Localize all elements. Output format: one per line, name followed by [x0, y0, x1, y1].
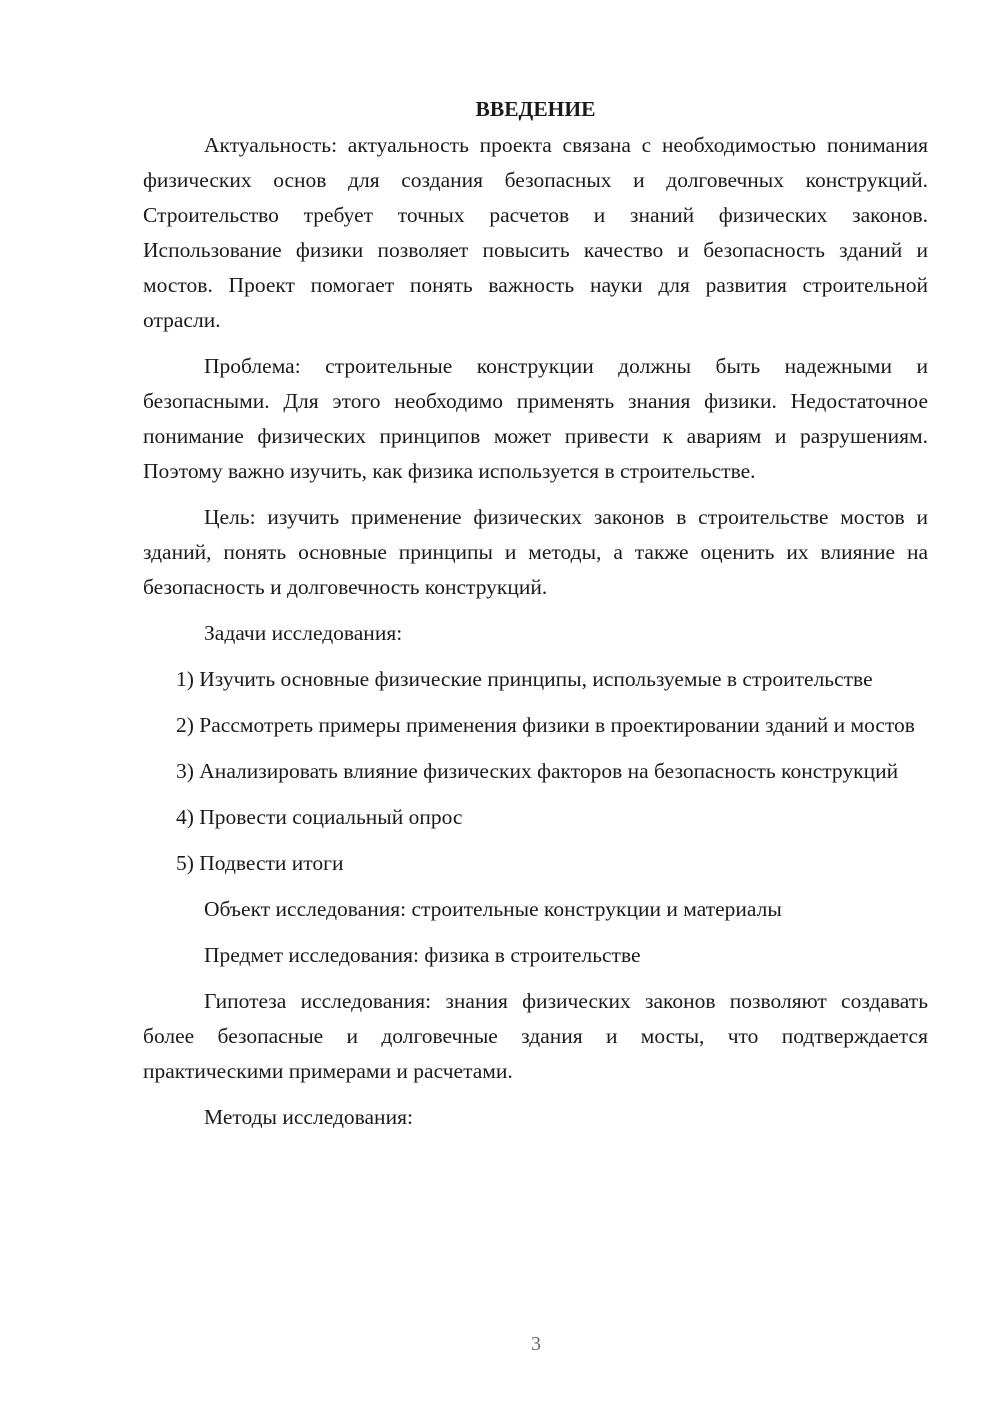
paragraph-goal: Цель: изучить применение физических законов в строительстве мостов и зданий, понять основные принципы и методы, а также оценить их влияние на безопасность и долговечность конструкций. — [143, 505, 928, 599]
paragraph-subject: Предмет исследования: физика в строительстве — [204, 943, 641, 967]
task-item-4: 4) Провести социальный опрос — [176, 805, 463, 829]
page-number: 3 — [531, 1333, 541, 1355]
paragraph-problem: Проблема: строительные конструкции должны быть надежными и безопасными. Для этого необходимо применять знания физики. Недостаточное понимание физических принципов может привести к авариям и разрушениям. Поэтому важно изучить, как физика используется в строительстве. — [143, 354, 928, 483]
section-title: ВВЕДЕНИЕ — [475, 97, 596, 121]
paragraph-object: Объект исследования: строительные конструкции и материалы — [204, 897, 782, 921]
document-page — [143, 92, 928, 1146]
paragraph-hypothesis: Гипотеза исследования: знания физических законов позволяют создавать более безопасные и долговечные здания и мосты, что подтверждается практическими примерами и расчетами. — [143, 989, 928, 1083]
task-item-3: 3) Анализировать влияние физических факторов на безопасность конструкций — [176, 759, 899, 783]
paragraph-relevance: Актуальность: актуальность проекта связана с необходимостью понимания физических основ для создания безопасных и долговечных конструкций. Строительство требует точных расчетов и знаний физических законов. Использование физики позволяет повысить качество и безопасность зданий и мостов. Проект помогает понять важность науки для развития строительной отрасли. — [143, 133, 928, 332]
task-item-5: 5) Подвести итоги — [176, 851, 344, 875]
task-item-2: 2) Рассмотреть примеры применения физики в проектировании зданий и мостов — [176, 713, 915, 737]
paragraph-methods: Методы исследования: — [204, 1105, 413, 1129]
paragraph-tasks-heading: Задачи исследования: — [204, 621, 403, 645]
task-item-1: 1) Изучить основные физические принципы, используемые в строительстве — [176, 667, 873, 691]
